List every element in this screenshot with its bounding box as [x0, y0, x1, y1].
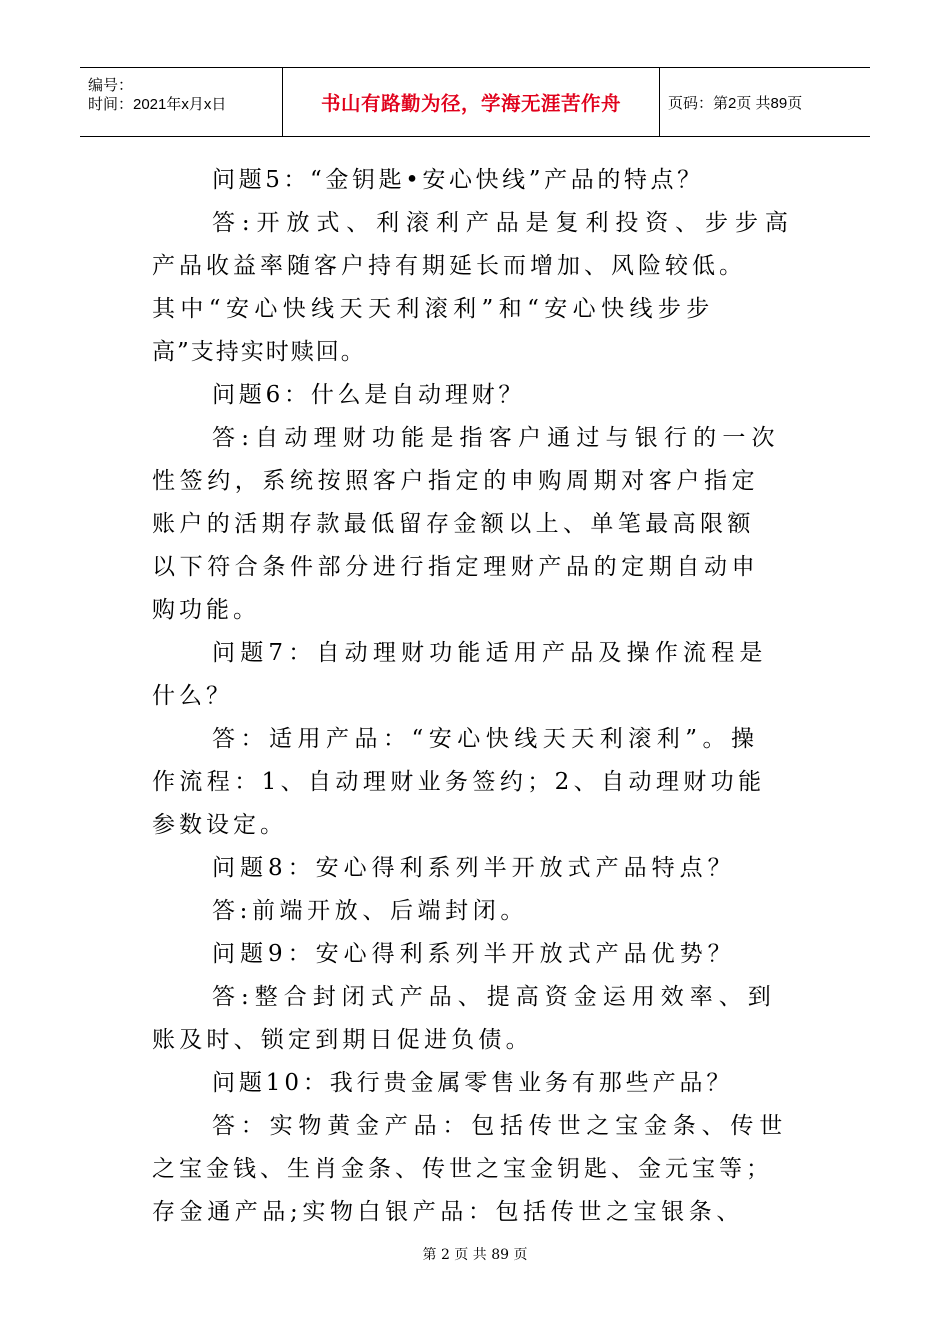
- body-line: 问题10：我行贵金属零售业务有那些产品？: [212, 1070, 734, 1096]
- body-line: 购功能。: [152, 597, 260, 623]
- body-line: 问题7：自动理财功能适用产品及操作流程是: [212, 640, 768, 666]
- body-line: 问题5：“金钥匙•安心快线”产品的特点？: [212, 167, 704, 193]
- body-line: 参数设定。: [152, 812, 287, 838]
- body-line: 答:开放式、利滚利产品是复利投资、步步高: [212, 210, 795, 236]
- body-line: 答：适用产品：“安心快线天天利滚利”。操: [212, 726, 760, 752]
- body-line: 答:前端开放、后端封闭。: [212, 898, 528, 924]
- body-line: 账户的活期存款最低留存金额以上、单笔最高限额: [152, 511, 755, 537]
- body-line: 之宝金钱、生肖金条、传世之宝金钥匙、金元宝等；: [152, 1156, 773, 1182]
- page-footer: 第 2 页 共 89 页: [422, 1247, 528, 1263]
- body-line: 账及时、锁定到期日促进负债。: [152, 1027, 533, 1053]
- body-line: 存金通产品;实物白银产品：包括传世之宝银条、: [152, 1199, 744, 1225]
- document-time-label: 时间：2021年x月x日: [88, 96, 227, 113]
- body-line: 高”支持实时赎回。: [152, 339, 366, 365]
- body-line: 问题6：什么是自动理财？: [212, 382, 526, 408]
- body-line: 性签约，系统按照客户指定的申购周期对客户指定: [152, 468, 760, 494]
- body-line: 以下符合条件部分进行指定理财产品的定期自动申: [152, 554, 760, 580]
- body-line: 作流程：1、自动理财业务签约；2、自动理财功能: [152, 769, 766, 795]
- body-line: 其中“安心快线天天利滚利”和“安心快线步步: [152, 296, 715, 322]
- body-line: 答:自动理财功能是指客户通过与银行的一次: [212, 425, 781, 451]
- body-line: 什么？: [152, 683, 233, 709]
- body-line: 答:整合封闭式产品、提高资金运用效率、到: [212, 984, 777, 1010]
- document-code-label: 编号：: [88, 77, 134, 94]
- body-line: 产品收益率随客户持有期延长而增加、风险较低。: [152, 253, 746, 279]
- header-meta-cell: [80, 68, 283, 136]
- body-line: 问题8：安心得利系列半开放式产品特点？: [212, 855, 736, 881]
- body-line: 问题9：安心得利系列半开放式产品优势？: [212, 941, 736, 967]
- body-line: 答：实物黄金产品：包括传世之宝金条、传世: [212, 1113, 788, 1139]
- header-page-number: 页码：第2页 共89页: [668, 94, 803, 112]
- header-motto-cell: [283, 68, 660, 136]
- header-page-cell: [660, 68, 870, 136]
- document-header: [80, 67, 870, 137]
- header-motto: 书山有路勤为径，学海无涯苦作舟: [320, 92, 621, 115]
